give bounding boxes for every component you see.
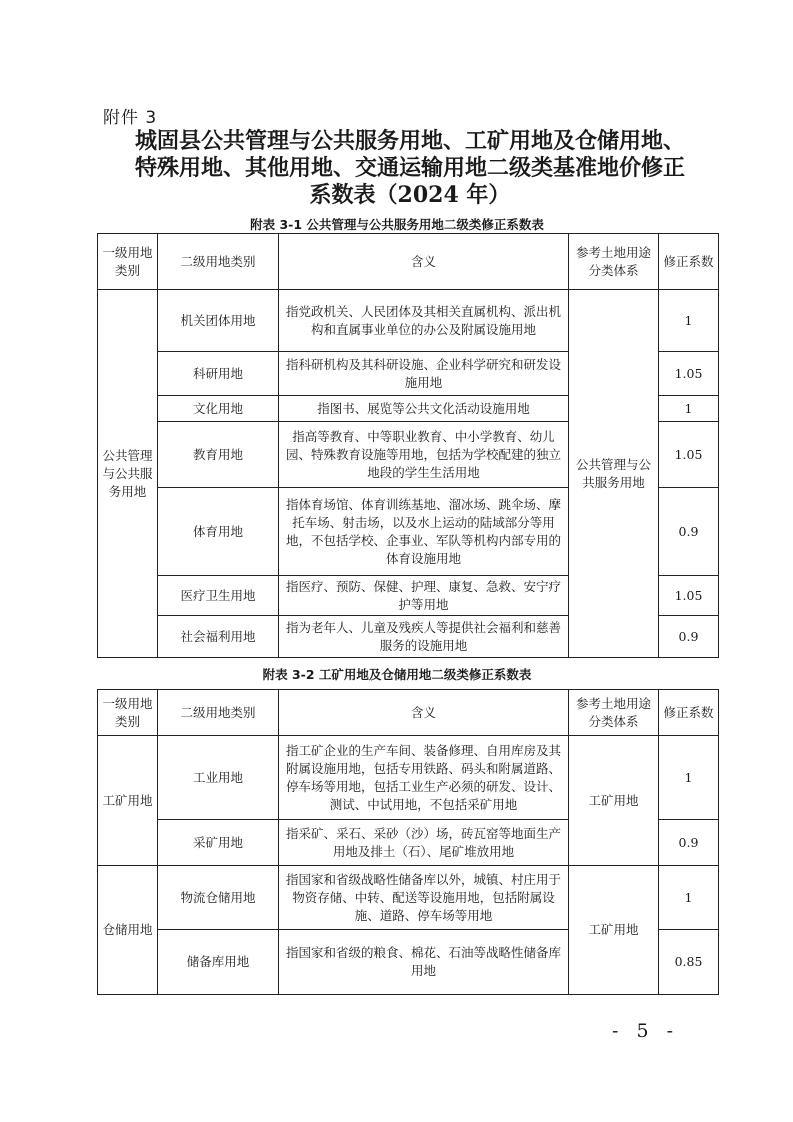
header-level1: 一级用地类别 <box>98 234 158 290</box>
level2-cell: 医疗卫生用地 <box>158 576 279 616</box>
level2-cell: 储备库用地 <box>158 930 279 995</box>
level2-cell: 文化用地 <box>158 396 279 422</box>
meaning-cell: 指为老年人、儿童及残疾人等提供社会福利和慈善服务的设施用地 <box>279 616 569 658</box>
level2-cell: 体育用地 <box>158 488 279 576</box>
table-header-row <box>98 234 719 290</box>
table-industrial-storage-coefficients <box>97 689 719 995</box>
header-reference: 参考土地用途分类体系 <box>569 690 659 736</box>
page-title <box>90 128 730 209</box>
coefficient-cell: 1 <box>659 866 719 930</box>
coefficient-cell: 1 <box>659 736 719 820</box>
table-row <box>98 290 719 352</box>
meaning-cell: 指国家和省级的粮食、棉花、石油等战略性储备库用地 <box>279 930 569 995</box>
level1-cell: 公共管理与公共服务用地 <box>98 290 158 658</box>
level1-cell: 仓储用地 <box>98 866 158 995</box>
title-line-2: 特殊用地、其他用地、交通运输用地二级类基准地价修正 <box>134 155 685 181</box>
level2-cell: 科研用地 <box>158 352 279 396</box>
level2-cell: 教育用地 <box>158 422 279 488</box>
level2-cell: 采矿用地 <box>158 820 279 866</box>
header-level1: 一级用地类别 <box>98 690 158 736</box>
level2-cell: 物流仓储用地 <box>158 866 279 930</box>
title-line-3: 系数表（2024 年） <box>309 182 511 208</box>
meaning-cell: 指采矿、采石、采砂（沙）场，砖瓦窑等地面生产用地及排土（石）、尾矿堆放用地 <box>279 820 569 866</box>
meaning-cell: 指高等教育、中等职业教育、中小学教育、幼儿园、特殊教育设施等用地，包括为学校配建的独立地段的学生生活用地 <box>279 422 569 488</box>
reference-cell: 工矿用地 <box>569 866 659 995</box>
meaning-cell: 指体育场馆、体育训练基地、溜冰场、跳伞场、摩托车场、射击场，以及水上运动的陆域部分等用地，不包括学校、企事业、军队等机构内部专用的体育设施用地 <box>279 488 569 576</box>
coefficient-cell: 0.9 <box>659 616 719 658</box>
meaning-cell: 指国家和省级战略性储备库以外，城镇、村庄用于物资存储、中转、配送等设施用地，包括附属设施、道路、停车场等用地 <box>279 866 569 930</box>
table-row <box>98 866 719 930</box>
header-coefficient: 修正系数 <box>659 234 719 290</box>
coefficient-cell: 0.9 <box>659 488 719 576</box>
level2-cell: 机关团体用地 <box>158 290 279 352</box>
meaning-cell: 指图书、展览等公共文化活动设施用地 <box>279 396 569 422</box>
header-level2: 二级用地类别 <box>158 234 279 290</box>
table-row <box>98 736 719 820</box>
coefficient-cell: 0.9 <box>659 820 719 866</box>
header-meaning: 含义 <box>279 234 569 290</box>
header-meaning: 含义 <box>279 690 569 736</box>
table1-caption: 附表 3-1 公共管理与公共服务用地二级类修正系数表 <box>250 217 544 232</box>
meaning-cell: 指医疗、预防、保健、护理、康复、急救、安宁疗护等用地 <box>279 576 569 616</box>
header-coefficient: 修正系数 <box>659 690 719 736</box>
reference-cell: 工矿用地 <box>569 736 659 866</box>
table2-caption: 附表 3-2 工矿用地及仓储用地二级类修正系数表 <box>262 667 532 682</box>
reference-cell: 公共管理与公共服务用地 <box>569 290 659 658</box>
meaning-cell: 指工矿企业的生产车间、装备修理、自用库房及其附属设施用地，包括专用铁路、码头和附属道路、停车场等用地，包括工业生产必须的研发、设计、测试、中试用地，不包括采矿用地 <box>279 736 569 820</box>
title-line-1: 城固县公共管理与公共服务用地、工矿用地及仓储用地、 <box>134 128 685 154</box>
coefficient-cell: 1.05 <box>659 422 719 488</box>
meaning-cell: 指科研机构及其科研设施、企业科学研究和研发设施用地 <box>279 352 569 396</box>
attachment-label: 附件 3 <box>103 108 158 128</box>
table-header-row <box>98 690 719 736</box>
table-public-service-coefficients <box>97 233 719 658</box>
header-level2: 二级用地类别 <box>158 690 279 736</box>
coefficient-cell: 1.05 <box>659 352 719 396</box>
level1-cell: 工矿用地 <box>98 736 158 866</box>
coefficient-cell: 1 <box>659 290 719 352</box>
meaning-cell: 指党政机关、人民团体及其相关直属机构、派出机构和直属事业单位的办公及附属设施用地 <box>279 290 569 352</box>
page-number: - 5 - <box>612 1020 680 1042</box>
header-reference: 参考土地用途分类体系 <box>569 234 659 290</box>
coefficient-cell: 1.05 <box>659 576 719 616</box>
coefficient-cell: 0.85 <box>659 930 719 995</box>
level2-cell: 工业用地 <box>158 736 279 820</box>
level2-cell: 社会福利用地 <box>158 616 279 658</box>
coefficient-cell: 1 <box>659 396 719 422</box>
